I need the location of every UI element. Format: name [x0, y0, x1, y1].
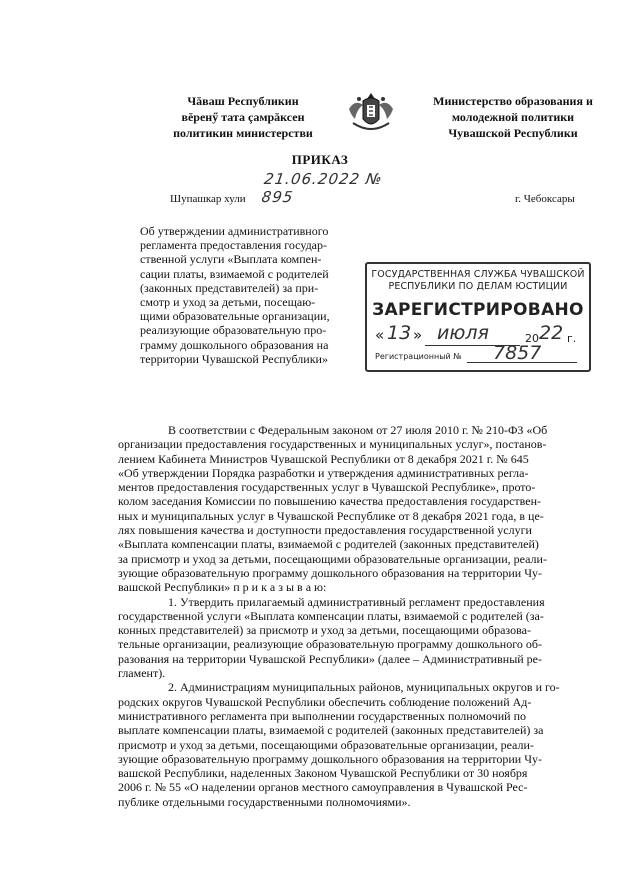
body-line: конных представителей) за присмотр и уход за детьми, посещающими образова- — [118, 623, 531, 638]
body-line: государственной услуги «Выплата компенсации платы, взимаемой с родителей (за- — [118, 608, 544, 623]
body-line: присмотр и уход за детьми, посещающими образовательные организации, реали- — [118, 737, 534, 752]
stamp-year-prefix: 20 — [525, 332, 539, 345]
body-line: «Выплата компенсации платы, взимаемой с родителей (законных представителей) — [118, 537, 539, 552]
header-right-line-1: Министерство образования и — [433, 94, 593, 108]
document-title: ПРИКАЗ — [291, 152, 349, 167]
body-line: родских округов Чувашской Республики обеспечить соблюдение положений Ад- — [118, 694, 532, 709]
subject-line: Об утверждении административного — [140, 224, 329, 238]
chuvash-coat-of-arms-icon — [345, 89, 397, 135]
body-line: тельные организации, реализующие образовательную программу дошкольного об- — [118, 637, 542, 652]
subject-line: территории Чувашской Республики» — [140, 351, 328, 366]
stamp-reg-number: 7857 — [493, 342, 542, 364]
body-line: вашской Республики, наделенных Законом Чувашской Республики от 30 ноября — [118, 766, 528, 781]
stamp-year-suffix: 22 — [539, 322, 564, 344]
body-line: 1. Утвердить прилагаемый административный регламент предоставления — [168, 594, 545, 609]
body-line: разования на территории Чувашской Республики» (далее – Административный ре- — [118, 651, 543, 666]
stamp-day: 13 — [387, 322, 412, 344]
body-line: вашской Республики» п р и к а з ы в а ю: — [118, 580, 327, 595]
header-left-line-2: вĕренӳ тата çамрăксен — [181, 110, 305, 124]
subject-line: ственной услуги «Выплата компен- — [140, 252, 322, 267]
order-subject — [140, 224, 355, 366]
stamp-close-quote: » — [413, 326, 423, 344]
stamp-date-row — [375, 324, 585, 346]
order-body — [118, 423, 604, 809]
stamp-open-quote: « — [375, 326, 385, 344]
subject-line: грамму дошкольного образования на — [140, 337, 329, 352]
body-line: «Об утверждении Порядка разработки и утверждения административных регла- — [118, 465, 529, 480]
place-russian: г. Чебоксары — [515, 193, 575, 205]
body-line: лях повышения качества и доступности предоставления государственной услуги — [118, 523, 532, 538]
stamp-year-end: г. — [567, 332, 577, 345]
subject-line: (законных представителей) за при- — [140, 280, 319, 295]
body-line: ментов предоставления государственных услуг в Чувашской Республике», прото- — [118, 480, 536, 495]
body-line: 2. Администрациям муниципальных районов, муниципальных округов и го- — [168, 680, 560, 695]
subject-line: реализующие образовательную про- — [140, 323, 327, 338]
subject-line: сации платы, взимаемой с родителей — [140, 266, 329, 281]
body-line: выплате компенсации платы, взимаемой с родителей (законных представителей) за — [118, 723, 544, 738]
header-left-line-1: Чăваш Республикин — [187, 94, 299, 108]
stamp-number-row — [375, 342, 585, 366]
body-line: министративного регламента при выполнении государственных полномочий по — [118, 708, 527, 723]
header-right-line-3: Чувашской Республики — [448, 126, 578, 140]
body-line: В соответствии с Федеральным законом от 27 июля 2010 г. № 210-ФЗ «Об — [168, 423, 548, 437]
place-chuvash: Шупашкар хули — [170, 193, 246, 205]
body-line: организации предоставления государственных и муниципальных услуг», постанов- — [118, 437, 547, 452]
subject-line: щими образовательные организации, — [140, 309, 330, 324]
subject-line: регламента предоставления государ- — [140, 238, 327, 253]
handwritten-date-number: 21.06.2022 № 895 — [260, 170, 384, 206]
body-line: ных и муниципальных услуг в Чувашской Республике от 8 декабря 2021 года, в це- — [118, 508, 544, 523]
body-line: за присмотр и уход за детьми, посещающими образовательные организации, реали- — [118, 551, 547, 566]
subject-line: смотр и уход за детьми, посещаю- — [140, 295, 316, 310]
body-line: гламент). — [118, 666, 166, 681]
stamp-reg-label: Регистрационный № — [375, 352, 462, 361]
header-left-line-3: политикин министерстви — [173, 126, 313, 140]
stamp-agency-line-2: РЕСПУБЛИКИ ПО ДЕЛАМ ЮСТИЦИИ — [388, 281, 568, 292]
stamp-month: июля — [437, 322, 489, 344]
body-line: зующие образовательную программу дошкольного образования на территории Чу- — [118, 565, 543, 580]
body-line: зующие образовательную программу дошкольного образования на территории Чу- — [118, 751, 543, 766]
body-line: колом заседания Комиссии по повышению качества предоставления государствен- — [118, 494, 542, 509]
stamp-registered-label: ЗАРЕГИСТРИРОВАНО — [372, 300, 584, 320]
registration-stamp — [365, 262, 591, 372]
header-chuvash-ministry-name — [158, 93, 328, 141]
body-line: публике отдельными государственными полномочиями». — [118, 794, 411, 809]
body-line: лением Кабинета Министров Чувашской Республики от 8 декабря 2021 г. № 645 — [118, 451, 529, 466]
stamp-agency-line-1: ГОСУДАРСТВЕННАЯ СЛУЖБА ЧУВАШСКОЙ — [371, 269, 585, 280]
body-line: 2006 г. № 55 «О наделении органов местного самоуправления в Чувашской Рес- — [118, 780, 528, 795]
header-right-line-2: молодежной политики — [451, 110, 575, 124]
header-russian-ministry-name — [418, 93, 608, 141]
